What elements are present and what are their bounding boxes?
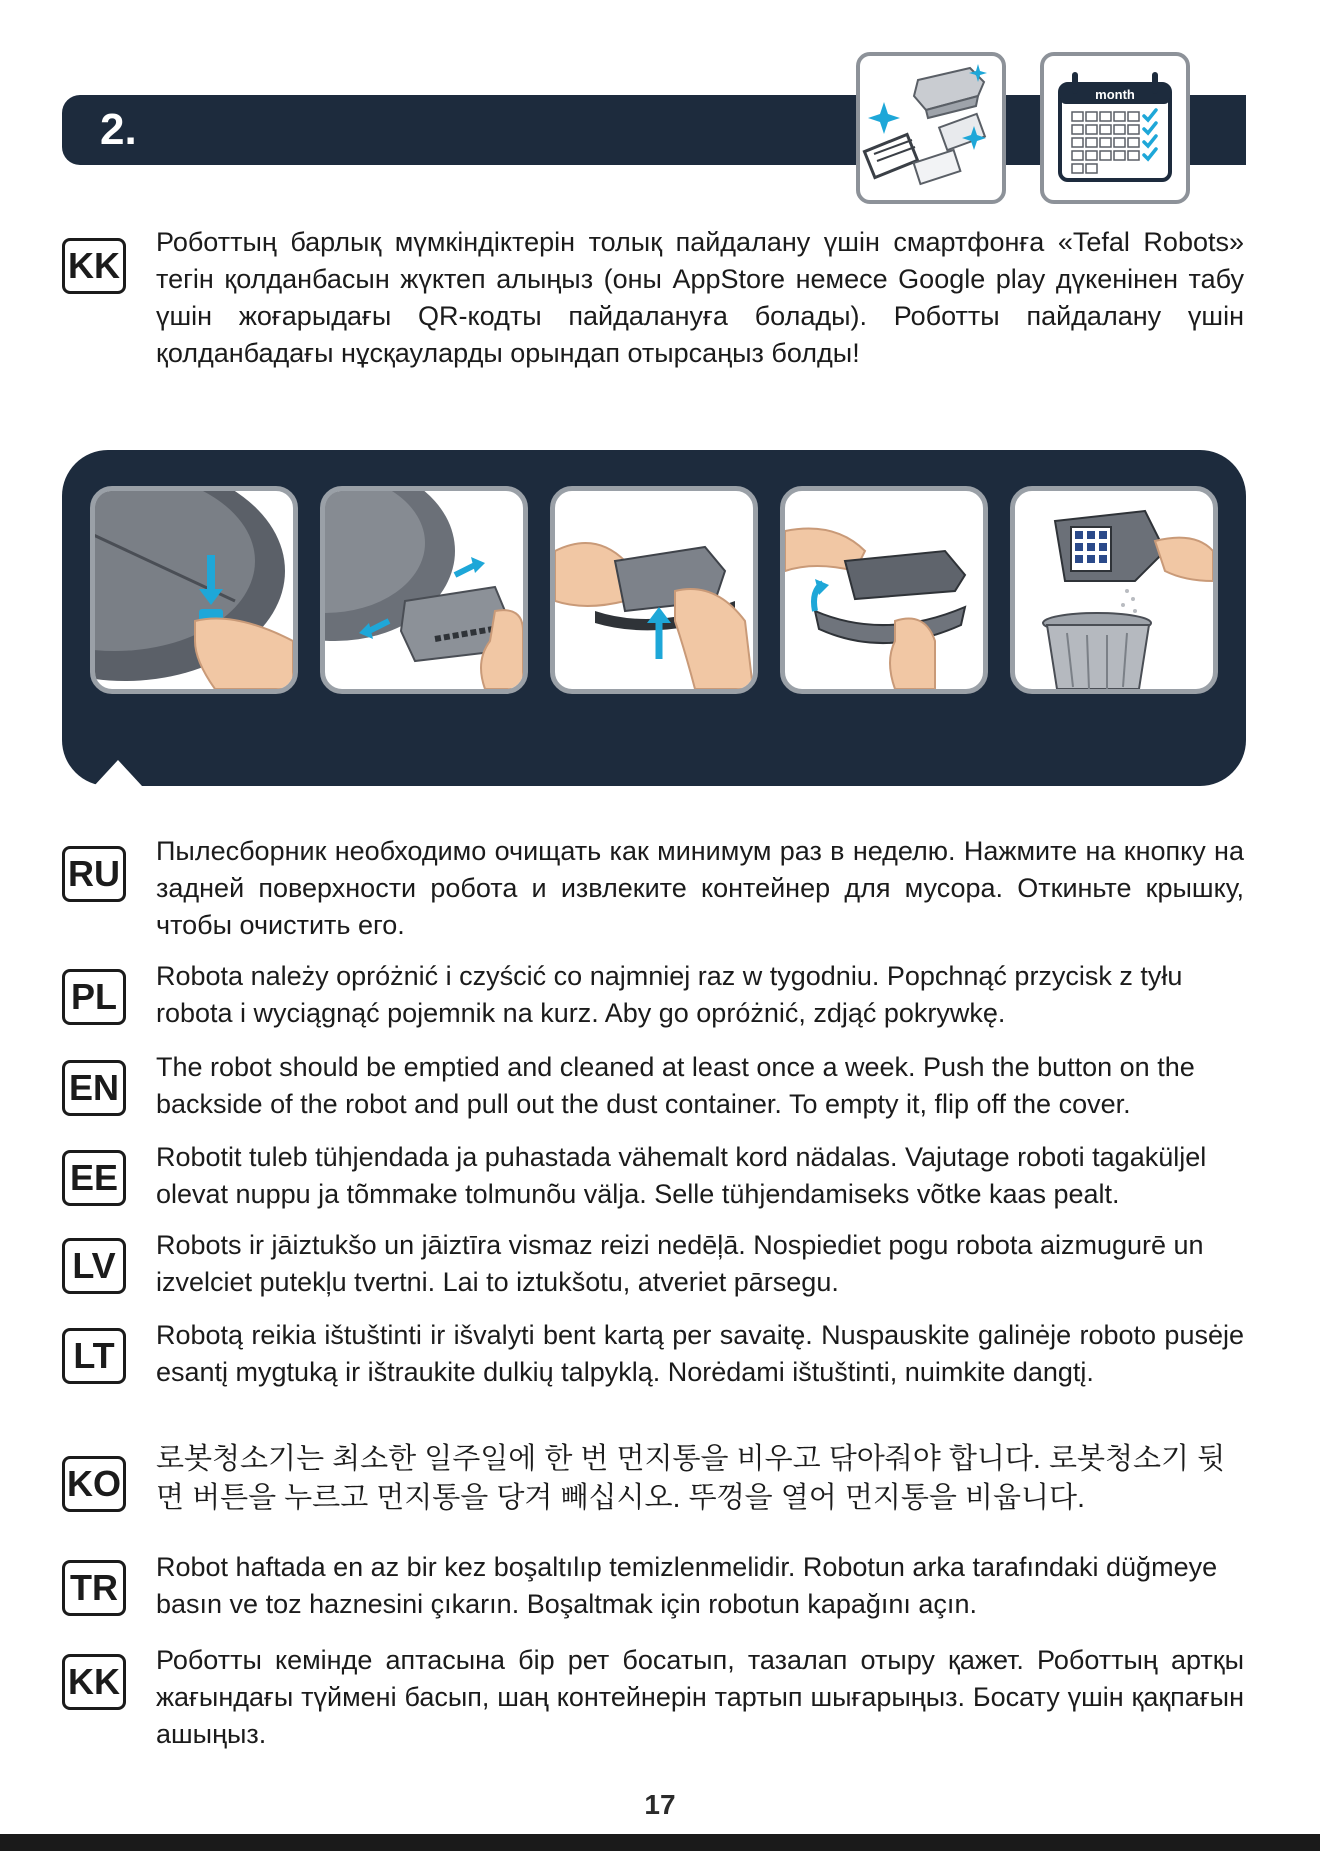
empty-into-bin-icon [1015,491,1213,689]
instruction-text-lt: Robotą reikia ištuštinti ir išvalyti bent kartą per savaitę. Nuspauskite galinėje roboto pusėje esantį mygtuką ir ištraukite dulkių talpyklą. Norėdami ištuštinti, nuimkite dangtį. [156,1320,1244,1387]
lift-container-icon [555,491,753,689]
language-badge-en: EN [62,1060,126,1116]
instruction-text-pl: Robota należy opróżnić i czyścić co najmniej raz w tygodniu. Popchnąć przycisk z tyłu robota i wyciągnąć pojemnik na kurz. Aby go opróżnić, zdjąć pokrywkę. [156,961,1183,1028]
flip-cover-icon [785,491,983,689]
language-badge-lv: LV [62,1238,126,1294]
instruction-text-ko: 로봇청소기는 최소한 일주일에 한 번 먼지통을 비우고 닦아줘야 합니다. 로봇청소기 뒷면 버튼을 누르고 먼지통을 당겨 빼십시오. 뚜껑을 열어 먼지통을 비웁니다. [156,1443,1226,1514]
instruction-text-tr: Robot haftada en az bir kez boşaltılıp temizlenmelidir. Robotun arka tarafındaki düğmeye basın ve toz haznesini çıkarın. Boşaltmak için robotun kapağını açın. [156,1552,1218,1619]
dust-container-parts-icon [856,52,1006,204]
step-4-flip-cover [780,486,988,694]
instruction-text-ru: Пылесборник необходимо очищать как минимум раз в неделю. Нажмите на кнопку на задней поверхности робота и извлеките контейнер для мусора. Откиньте крышку, чтобы очистить его. [156,836,1244,940]
language-badge-ko: KO [62,1456,126,1512]
language-badge-tr: TR [62,1560,126,1616]
instruction-text-kk: Роботты кемінде аптасына бір рет босатып, тазалап отыру қажет. Роботтың артқы жағындағы түймені басып, шаң контейнерін тартып шығарыңыз. Босату үшін қақпағын ашыңыз. [156,1645,1244,1749]
instruction-text-lv: Robots ir jāiztukšo un jāiztīra vismaz reizi nedēļā. Nospiediet pogu robota aizmugurē un izvelciet putekļu tvertni. Lai to iztukšotu, atveriet pārsegu. [156,1230,1204,1297]
language-badge-pl: PL [62,969,126,1025]
calendar-month-label: month [1095,87,1135,102]
banner-notch [62,740,182,790]
step-5-empty-into-bin [1010,486,1218,694]
language-badge-lt: LT [62,1328,126,1384]
step-3-lift-container [550,486,758,694]
language-badge-kk: KK [62,238,126,294]
language-badge-ee: EE [62,1150,126,1206]
instruction-text-kk-app: Роботтың барлық мүмкіндіктерін толық пайдалану үшін смартфонға «Tefal Robots» тегін қолданбасын жүктеп алыңыз (оны AppStore немесе Google play дүкенінен табу үшін жоғарыдағы QR-кодты пайдалануға болады). Роботты пайдалану үшін қолданбадағы нұсқауларды орындап отырсаңыз болды! [156,227,1244,368]
section-number: 2. [100,105,137,154]
instruction-text-ee: Robotit tuleb tühjendada ja puhastada vähemalt kord nädalas. Vajutage roboti tagaküljel olevat nuppu ja tõmmake tolmunõu välja. Selle tühjendamiseks võtke kaas pealt. [156,1142,1207,1209]
bottom-border [0,1834,1320,1851]
monthly-calendar-icon [1040,52,1190,204]
step-2-pull-out-container [320,486,528,694]
instruction-text-en: The robot should be emptied and cleaned at least once a week. Push the button on the backside of the robot and pull out the dust container. To empty it, flip off the cover. [156,1052,1195,1119]
page-number: 17 [644,1789,676,1820]
step-1-press-button [90,486,298,694]
pull-out-container-icon [325,491,523,689]
language-badge-ru: RU [62,846,126,902]
press-release-button-icon [95,491,293,689]
language-badge-kk-2: KK [62,1654,126,1710]
